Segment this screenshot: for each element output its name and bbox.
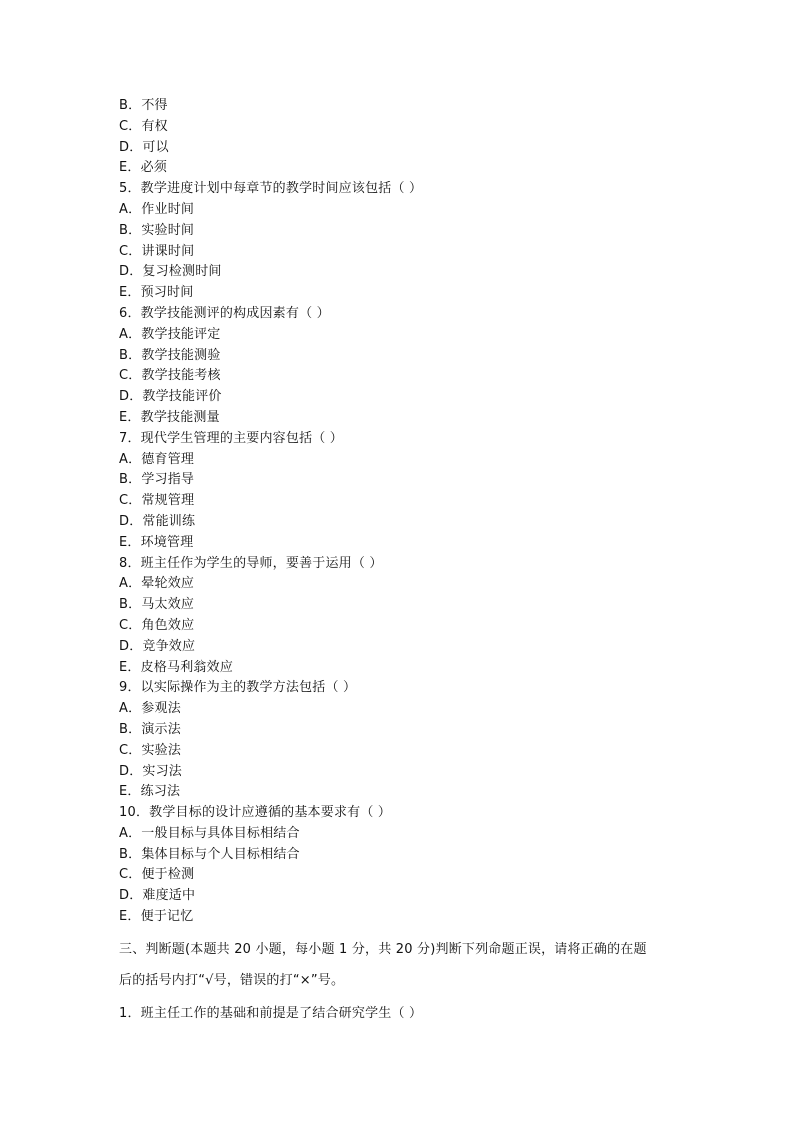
text-line: B．不得 (119, 98, 168, 113)
text-line: C．讲课时间 (119, 243, 195, 259)
text-line: C．常规管理 (119, 493, 195, 509)
text-line: D．教学技能评价 (119, 389, 222, 405)
text-line: 10．教学目标的设计应遵循的基本要求有（ ） (119, 805, 392, 821)
text-line: B．马太效应 (119, 597, 195, 613)
text-line: B．教学技能测验 (119, 347, 221, 363)
text-line: B．学习指导 (119, 472, 195, 488)
text-line: D．复习检测时间 (119, 264, 222, 280)
text-line: 7．现代学生管理的主要内容包括（ ） (119, 430, 344, 446)
text-line: 8．班主任作为学生的导师，要善于运用（ ） (119, 555, 383, 571)
text-line: A．参观法 (119, 701, 181, 717)
text-line: B．实验时间 (119, 222, 195, 238)
document-page (119, 96, 679, 1029)
text-line: C．有权 (119, 118, 168, 134)
section-heading-line-1: 三、判断题(本题共 20 小题，每小题 1 分，共 20 分)判断下列命题正误，请将正确的在题 (119, 941, 647, 957)
text-line: D．常能训练 (119, 513, 196, 529)
text-line: C．角色效应 (119, 617, 195, 633)
text-line: C．实验法 (119, 742, 182, 758)
text-line: A．晕轮效应 (119, 576, 195, 592)
text-line: 5．教学进度计划中每章节的教学时间应该包括（ ） (119, 181, 423, 197)
text-line: A．一般目标与具体目标相结合 (119, 825, 300, 841)
text-line: E．便于记忆 (119, 909, 194, 925)
text-line: 9．以实际操作为主的教学方法包括（ ） (119, 680, 357, 696)
text-line: E．皮格马利翁效应 (119, 659, 234, 675)
text-line: E．预习时间 (119, 285, 194, 301)
text-line: D．可以 (119, 139, 169, 155)
text-line: D．实习法 (119, 763, 183, 779)
text-line: 6．教学技能测评的构成因素有（ ） (119, 305, 330, 321)
judgment-question-list (119, 998, 679, 1029)
section-heading-line-2: 后的括号内打“√号，错误的打“×”号。 (119, 972, 345, 988)
text-line: E．练习法 (119, 784, 181, 800)
text-line: C．教学技能考核 (119, 368, 221, 384)
text-line: A．教学技能评定 (119, 326, 221, 342)
text-line: A．作业时间 (119, 201, 195, 217)
text-line: D．竞争效应 (119, 638, 196, 654)
text-line: E．环境管理 (119, 534, 194, 550)
text-line: B．演示法 (119, 721, 181, 737)
text-line: C．便于检测 (119, 867, 195, 883)
text-line: A．德育管理 (119, 451, 195, 467)
text-line: E．必须 (119, 160, 168, 176)
judgment-question-1: 1．班主任工作的基础和前提是了结合研究学生（ ） (119, 1005, 423, 1021)
section-heading (119, 934, 679, 996)
text-line: B．集体目标与个人目标相结合 (119, 846, 300, 862)
question-list (119, 96, 679, 928)
text-line: E．教学技能测量 (119, 409, 220, 425)
text-line: D．难度适中 (119, 888, 196, 904)
